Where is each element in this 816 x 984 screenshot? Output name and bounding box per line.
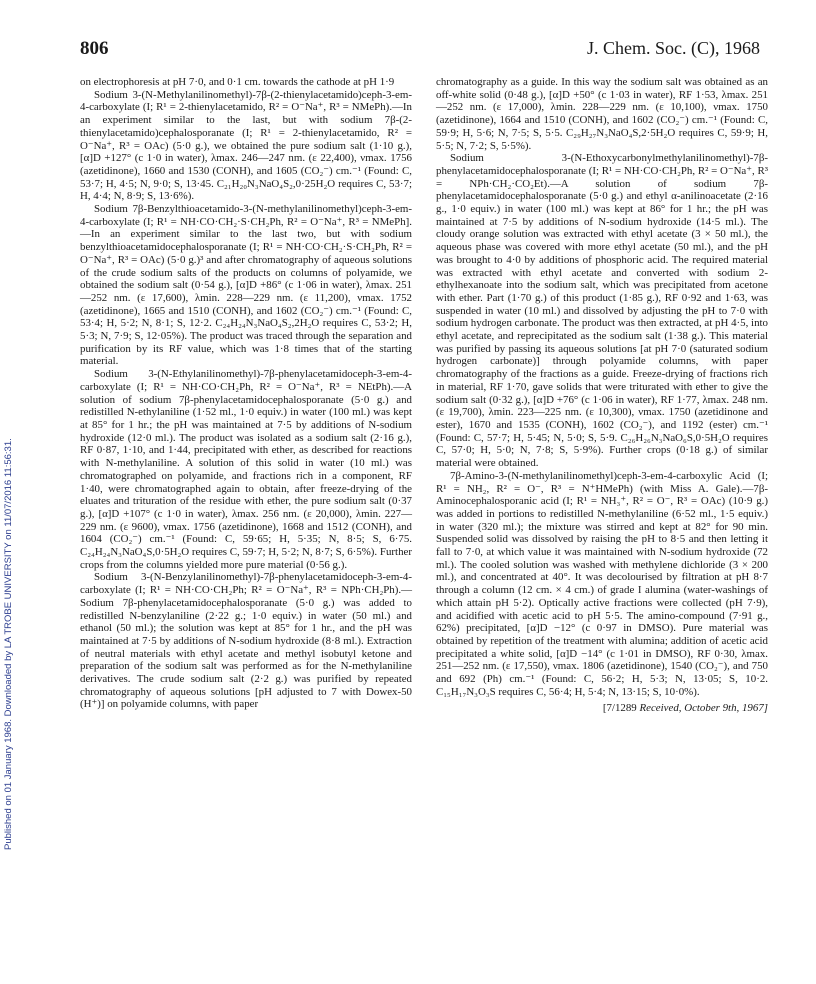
left-column <box>80 76 412 966</box>
received-date: Received, October 9th, 1967] <box>639 702 768 715</box>
paragraph: Sodium 7β-Benzylthioacetamido-3-(N-methylanilinomethyl)ceph-3-em-4-carboxylate (I; R¹ = NH·CO·CH₂·S·CH₂Ph, R² = O⁻Na⁺, R³ = NMePh].—In an experiment similar to the last two, but with sodium benzylthioacetamidocephalosporanate (I; R¹ = NH·CO·CH₂·S·CH₂Ph, R² = O⁻Na⁺, R³ = OAc) (5·0 g.)³ and after chromatography of aqueous solutions of the crude sodium salts of the products on columns of polyamide, we obtained the sodium salt (0·54 g.), [α]D +86° (c 1·06 in water), λmax. 251—252 nm. (ε 17,600), λmin. 228—229 nm. (ε 11,200), νmax. 1752 (azetidinone), 1665 and 1510 (CONH), and 1602 (CO₂⁻) cm.⁻¹ (Found: C, 53·4; H, 5·2; N, 8·1; S, 12·2. C₂₄H₂₄N₃NaO₄S₂,2H₂O requires C, 53·2; H, 5·3; N, 7·9; S, 12·05%). The product was traced through the separation and purification by its RF value, which was 1·8 times that of the starting material. <box>80 203 412 368</box>
paragraph: Sodium 3-(N-Methylanilinomethyl)-7β-(2-thienylacetamido)ceph-3-em-4-carboxylate (I; R¹ = 2-thienylacetamido, R² = O⁻Na⁺, R³ = NMePh).—In an experiment similar to the last, but with sodium 7β-(2-thienylacetamido)cephalosporanate (I; R¹ = 2-thienylacetamido, R² = O⁻Na⁺, R³ = OAc) (5·0 g.), we obtained the pure sodium salt (1·10 g.), [α]D +127° (c 1·0 in water), λmax. 246—247 nm. (ε 22,400), νmax. 1756 (azetidinone), 1660 and 1530 (CONH), and 1605 (CO₂⁻) cm.⁻¹ (Found: C, 53·7; H, 4·5; N, 9·0; S, 13·45. C₂₁H₂₀N₃NaO₄S₂,0·25H₂O requires C, 53·7; H, 4·4; N, 8·9; S, 13·6%). <box>80 88 412 203</box>
download-watermark <box>3 150 17 950</box>
paragraph: Sodium 3-(N-Benzylanilinomethyl)-7β-phenylacetamidoceph-3-em-4-carboxylate (I; R¹ = NH·CO·CH₂Ph; R² = O⁻Na⁺, R³ = NPh·CH₂Ph).—Sodium 7β-phenylacetamidocephalosporanate (5·0 g.) was added to redistilled N-benzylaniline (2·22 g.; 1·0 equiv.) in water (50 ml.) and ethanol (50 ml.); the solution was kept at 85° for 1 hr., and the pH was maintained at 7·5 by additions of N-sodium hydroxide (8·8 ml.). Extraction of neutral materials with ethyl acetate and methyl isobutyl ketone and preparation of the sodium salt was performed as for the N-methylaniline derivatives. The crude sodium salt (2·2 g.) was purified by repeated chromatography of aqueous solutions [pH adjusted to 7 with Dowex-50 (H⁺)] on polyamide columns, with paper <box>80 571 412 711</box>
journal-title: J. Chem. Soc. (C), 1968 <box>587 38 760 58</box>
right-column <box>436 76 768 966</box>
article-body <box>80 76 768 966</box>
page-number: 806 <box>80 38 109 59</box>
paragraph: Sodium 3-(N-Ethoxycarbonylmethylanilinomethyl)-7β-phenylacetamidocephalosporanate (I; R¹ = NH·CO·CH₂Ph, R² = O⁻Na⁺, R³ = NPh·CH₂·CO₂Et).—A solution of sodium 7β-phenylacetamidocephalosporanate (5·0 g.) and ethyl α-anilinoacetate (2·16 g., 1·0 equiv.) in water (100 ml.) was kept at 86° for 1 hr.; the pH was maintained at 7·5 by additions of N-sodium hydroxide (14·5 ml.). The cloudy orange solution was extracted with ethyl acetate (3 × 50 ml.), the aqueous phase was covered with more ethyl acetate (50 ml.), and the pH was brought to 4·0 by additions of phosphoric acid. The required material was extracted with ethyl acetate and converted with sodium 2-ethylhexanoate into the sodium salt, which was precipitated from acetone with ether. Part (1·70 g.) of this product (1·85 g.), RF 0·92 and 1·63, was suspended in water (10 ml.) and dissolved by adjusting the pH to 7·0 with sodium hydrogen carbonate. The product was then extracted, at pH 4·5, into ethyl acetate, and reprecipitated as the sodium salt (1·38 g.). This material was purified by passing its aqueous solutions [at pH 7·0 (saturated sodium hydrogen carbonate)] through polyamide columns, with paper chromatography of the fractions as a guide. Freeze-drying of fractions rich in material, RF 1·70, gave solids that were triturated with ether to give the sodium salt (0·32 g.), [α]D +76° (c 1·06 in water), RF 1·77, λmax. 248 nm. (ε 19,700), λmin. 223—225 nm. (ε 10,300), νmax. 1750 (azetidinone and ester), 1670 and 1535 (CONH), 1602 (CO₂⁻), and 1192 (ester) cm.⁻¹ (Found: C, 57·7; H, 5·45; N, 5·0; S, 5·9. C₂₆H₂₆N₃NaO₆S,0·5H₂O requires C, 57·0; H, 5·0; N, 7·8; S, 5·9%). Further crops (0·18 g.) of similar material were obtained. <box>436 152 768 470</box>
reference-number: [7/1289 <box>602 702 637 715</box>
paragraph: 7β-Amino-3-(N-methylanilinomethyl)ceph-3-em-4-carboxylic Acid (I; R¹ = NH₂, R² = O⁻, R³ = N⁺HMePh) (with Miss A. Gale).—7β-Aminocephalosporanic acid (I; R¹ = NH₃⁺, R² = O⁻, R³ = OAc) (10·9 g.) was added in portions to redistilled N-methylaniline (6·52 ml., 1·5 equiv.) in water (320 ml.); the mixture was stirred and kept at 82° for 90 min. Suspended solid was dissolved by raising the pH to 8·5 and then letting it fall to 7·0, at which value it was maintained with N-sodium hydroxide (72 ml.). The cooled solution was washed with methylene dichloride (3 × 200 ml.), and concentrated at 40°. It was decolourised by filtration at pH 8·7 through a column (12 cm. × 4 cm.) of grade I alumina (water-washings of which attain pH 5·2). Optically active fractions were collected (pH 7·9), and acidified with acetic acid to pH 5·5. The amino-compound (7·91 g., 62%) precipitated, [α]D −12° (c 0·97 in DMSO). Pure material was obtained by repetition of the treatment with alumina; addition of acetic acid precipitated a white solid, [α]D −14° (c 1·01 in DMSO), RF 0·30, λmax. 251—252 nm. (ε 17,550), νmax. 1806 (azetidinone), 1540 (CO₂⁻), and 750 and 692 (Ph) cm.⁻¹ (Found: C, 56·2; H, 5·3; N, 13·05; S, 10·2. C₁₅H₁₇N₃O₃S requires C, 56·4; H, 5·4; N, 13·15; S, 10·0%). <box>436 469 768 698</box>
paragraph: chromatography as a guide. In this way the sodium salt was obtained as an off-white solid (0·48 g.), [α]D +50° (c 1·03 in water), RF 1·53, λmax. 251—252 nm. (ε 17,000), λmin. 228—229 nm. (ε 10,100), νmax. 1750 (azetidinone), 1664 and 1510 (CONH), and 1602 (CO₂⁻) cm.⁻¹ (Found: C, 59·9; H, 5·6; N, 7·5; S, 5·5. C₂₉H₂₇N₃NaO₄S,2·5H₂O requires C, 59·9; H, 5·5; N, 7·2; S, 5·5%). <box>436 76 768 152</box>
paragraph: Sodium 3-(N-Ethylanilinomethyl)-7β-phenylacetamidoceph-3-em-4-carboxylate (I; R¹ = NH·CO·CH₂Ph, R² = O⁻Na⁺, R³ = NEtPh).—A solution of sodium 7β-phenylacetamidocephalosporanate (5·0 g.) and redistilled N-ethylaniline (1·52 ml., 1·0 equiv.) in water (100 ml.) was kept at 85° for 1 hr.; the pH was maintained at 7·5 by additions of N-sodium hydroxide (12·0 ml.). The product was isolated as a sodium salt (2·16 g.), RF 0·87, 1·10, and 1·44, precipitated with ether, as described for reactions with N-methylaniline. A solution of this solid in water (10 ml.) was chromatographed on polyamide, and fractions rich in a component, RF 1·40, were chromatographed again to obtain, after freeze-drying of the eluates and trituration of the residue with ether, the pure sodium salt (0·37 g.), [α]D +107° (c 1·0 in water), λmax. 256 nm. (ε 20,000), λmin. 227—229 nm. (ε 9600), νmax. 1756 (azetidinone), 1668 and 1512 (CONH), and 1604 (CO₂⁻) cm.⁻¹ (Found: C, 59·65; H, 5·35; N, 8·5; S, 6·75. C₂₄H₂₄N₃NaO₄S,0·5H₂O requires C, 59·7; H, 5·2; N, 8·7; S, 6·5%). Further crops from the columns yielded more pure material (0·56 g.). <box>80 368 412 571</box>
page-header <box>80 38 760 68</box>
download-notice: Published on 01 January 1968. Downloaded by LA TROBE UNIVERSITY on 11/07/2016 11:56:31. <box>3 438 14 850</box>
received-note <box>436 702 768 715</box>
paragraph: on electrophoresis at pH 7·0, and 0·1 cm. towards the cathode at pH 1·9 <box>80 76 395 88</box>
